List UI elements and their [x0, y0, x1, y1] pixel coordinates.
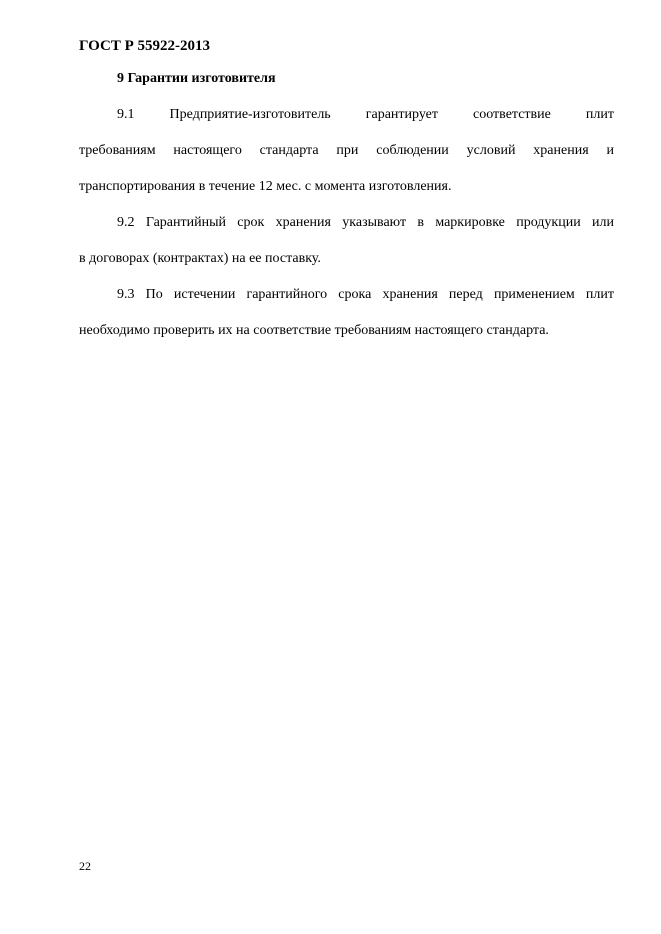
section-heading: 9 Гарантии изготовителя: [117, 71, 276, 86]
document-code: ГОСТ Р 55922-2013: [79, 38, 211, 54]
page-number: 22: [79, 859, 91, 873]
paragraph-9-2: [79, 212, 614, 284]
text-line: 9.3 По истечении гарантийного срока хранения перед применением плит: [117, 287, 614, 302]
text-line: 9.2 Гарантийный срок хранения указывают в маркировке продукции или: [117, 215, 614, 230]
text-line: требованиям настоящего стандарта при соблюдении условий хранения и: [79, 143, 614, 158]
text-line: необходимо проверить их на соответствие требованиям настоящего стандарта.: [79, 323, 549, 338]
text-line: в договорах (контрактах) на ее поставку.: [79, 251, 321, 266]
text-line: 9.1 Предприятие-изготовитель гарантирует соответствие плит: [117, 107, 614, 122]
section-body: [79, 104, 614, 356]
paragraph-9-1: [79, 104, 614, 212]
paragraph-9-3: [79, 284, 614, 356]
text-line: транспортирования в течение 12 мес. с момента изготовления.: [79, 179, 452, 194]
